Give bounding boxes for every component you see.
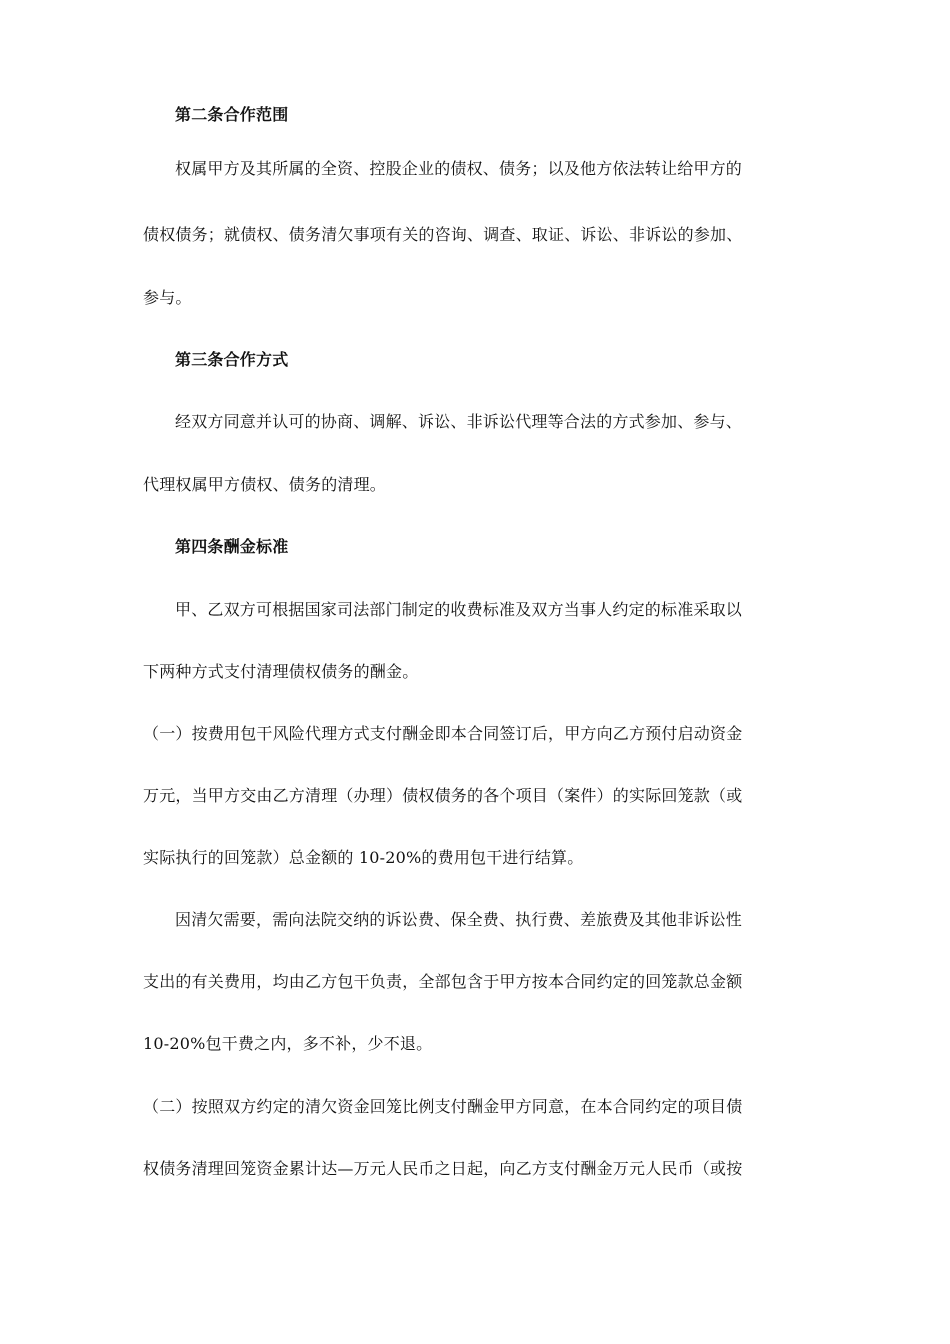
section-4-intro-line-1: 甲、乙双方可根据国家司法部门制定的收费标准及双方当事人约定的标准采取以 (175, 600, 743, 619)
section-2-line-3: 参与。 (143, 288, 192, 307)
item-1-note-line-3: 10-20%包干费之内，多不补，少不退。 (143, 1034, 433, 1053)
item-1-line-2: 万元，当甲方交由乙方清理（办理）债权债务的各个项目（案件）的实际回笼款（或 (143, 786, 743, 805)
section-2-heading: 第二条合作范围 (175, 105, 289, 124)
item-1-note-line-2: 支出的有关费用，均由乙方包干负责，全部包含于甲方按本合同约定的回笼款总金额 (143, 972, 743, 991)
section-3-heading: 第三条合作方式 (175, 350, 289, 369)
item-2-line-1: （二）按照双方约定的清欠资金回笼比例支付酬金甲方同意，在本合同约定的项目债 (143, 1097, 743, 1116)
section-2-line-1: 权属甲方及其所属的全资、控股企业的债权、债务；以及他方依法转让给甲方的 (175, 159, 743, 178)
item-1-note-line-1: 因清欠需要，需向法院交纳的诉讼费、保全费、执行费、差旅费及其他非诉讼性 (175, 910, 743, 929)
item-1-line-3: 实际执行的回笼款）总金额的 10-20%的费用包干进行结算。 (143, 848, 584, 867)
section-2-line-2: 债权债务；就债权、债务清欠事项有关的咨询、调查、取证、诉讼、非诉讼的参加、 (143, 225, 743, 244)
section-3-line-2: 代理权属甲方债权、债务的清理。 (143, 475, 387, 494)
item-1-line-1: （一）按费用包干风险代理方式支付酬金即本合同签订后，甲方向乙方预付启动资金 (143, 724, 743, 743)
item-2-line-2: 权债务清理回笼资金累计达—万元人民币之日起，向乙方支付酬金万元人民币（或按 (143, 1159, 743, 1178)
section-4-intro-line-2: 下两种方式支付清理债权债务的酬金。 (143, 662, 419, 681)
section-4-heading: 第四条酬金标准 (175, 537, 289, 556)
section-3-line-1: 经双方同意并认可的协商、调解、诉讼、非诉讼代理等合法的方式参加、参与、 (175, 412, 743, 431)
